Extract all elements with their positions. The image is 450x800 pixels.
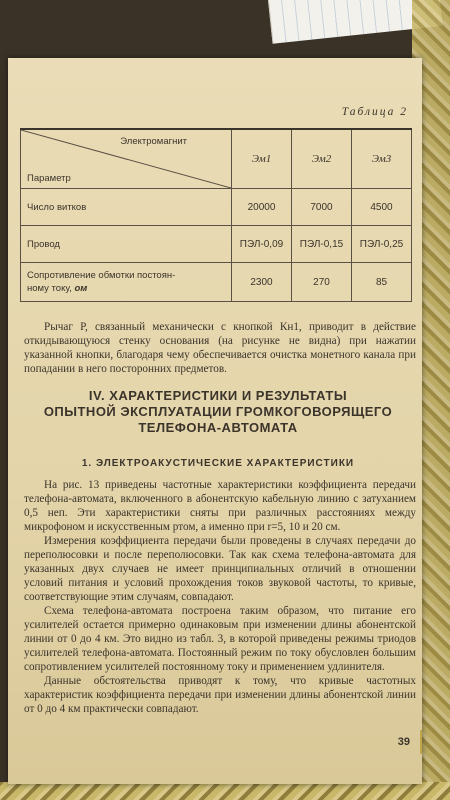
cell-value: 7000: [292, 189, 352, 226]
column-header: Эм3: [352, 129, 412, 189]
book-page: [8, 58, 422, 784]
page-edge: [420, 730, 422, 754]
paragraph: Схема телефона-автомата построена таким образом, что питание его усилителей остается примерно одинаковым при изменении длины абонентской линии от 0 до 4 км. Это видно из табл. 3, в которой приведены режимы триодов усилителей телефона-автомата. Постоянный режим по току обусловлен большим сопротивлением усилителей постоянному току и применением удлинителя.: [24, 605, 416, 673]
table-row: [21, 263, 412, 302]
corner-label-parameter: Параметр: [27, 173, 71, 184]
column-header: Эм2: [292, 129, 352, 189]
paragraph: Рычаг Р, связанный механически с кнопкой Кн1, приводит в действие откидывающуюся стенку основания (на рисунке не видна) при нажатии указанной кнопки, благодаря чему обеспечивается очистка монетного канала при попадании в него посторонних предметов.: [24, 321, 416, 375]
table-row: [21, 226, 412, 263]
intro-paragraph: [24, 320, 416, 376]
body-text: [24, 478, 416, 716]
electromagnet-table: [20, 128, 412, 302]
cell-value: ПЭЛ-0,15: [292, 226, 352, 263]
chapter-title-line: ТЕЛЕФОНА-АВТОМАТА: [138, 420, 298, 435]
paragraph: Измерения коэффициента передачи были проведены в случаях передачи до переполюсовки и после переполюсовки. Так как схема телефона-автомата для указанных двух случаев не имеет принципиальных отличий в отношении условий питания и условий прохождения токов звуковой частоты, то кривые, соответствующие этим случаям, совпадают.: [24, 535, 416, 603]
row-param: Провод: [21, 226, 232, 263]
column-header: Эм1: [232, 129, 292, 189]
chapter-title: [18, 388, 418, 436]
cloth-background-bottom: [0, 782, 450, 800]
cell-value: 20000: [232, 189, 292, 226]
row-param-line2: ному току,: [27, 283, 72, 294]
table-corner-header: [21, 129, 232, 189]
chapter-title-line: IV. ХАРАКТЕРИСТИКИ И РЕЗУЛЬТАТЫ: [88, 388, 348, 403]
row-param-unit: ом: [74, 283, 88, 294]
row-param-line1: Сопротивление обмотки постоян-: [27, 270, 176, 281]
cell-value: 270: [292, 263, 352, 302]
chapter-title-line: ОПЫТНОЙ ЭКСПЛУАТАЦИИ ГРОМКОГОВОРЯЩЕГО: [43, 404, 393, 419]
corner-label-electromagnet: Электромагнит: [120, 136, 187, 147]
table-row: [21, 189, 412, 226]
cell-value: ПЭЛ-0,09: [232, 226, 292, 263]
row-param: Число витков: [21, 189, 232, 226]
row-param: [21, 263, 232, 302]
cell-value: 85: [352, 263, 412, 302]
table-caption: Таблица 2: [341, 106, 408, 118]
paragraph: На рис. 13 приведены частотные характеристики коэффициента передачи телефона-автомата, включенного в абонентскую кабельную линию с затуханием 0,5 неп. Эти характеристики сняты при различных расстояниях между микрофоном и искусственным ртом, а именно при r=5, 10 и 20 см.: [24, 479, 416, 533]
cell-value: 2300: [232, 263, 292, 302]
section-title: 1. ЭЛЕКТРОАКУСТИЧЕСКИЕ ХАРАКТЕРИСТИКИ: [81, 458, 355, 469]
cell-value: 4500: [352, 189, 412, 226]
paragraph: Данные обстоятельства приводят к тому, что кривые частотных характеристик коэффициента передачи при изменении длины абонентской линии от 0 до 4 км практически совпадают.: [24, 675, 416, 715]
cell-value: ПЭЛ-0,25: [352, 226, 412, 263]
page-number: 39: [397, 736, 410, 748]
